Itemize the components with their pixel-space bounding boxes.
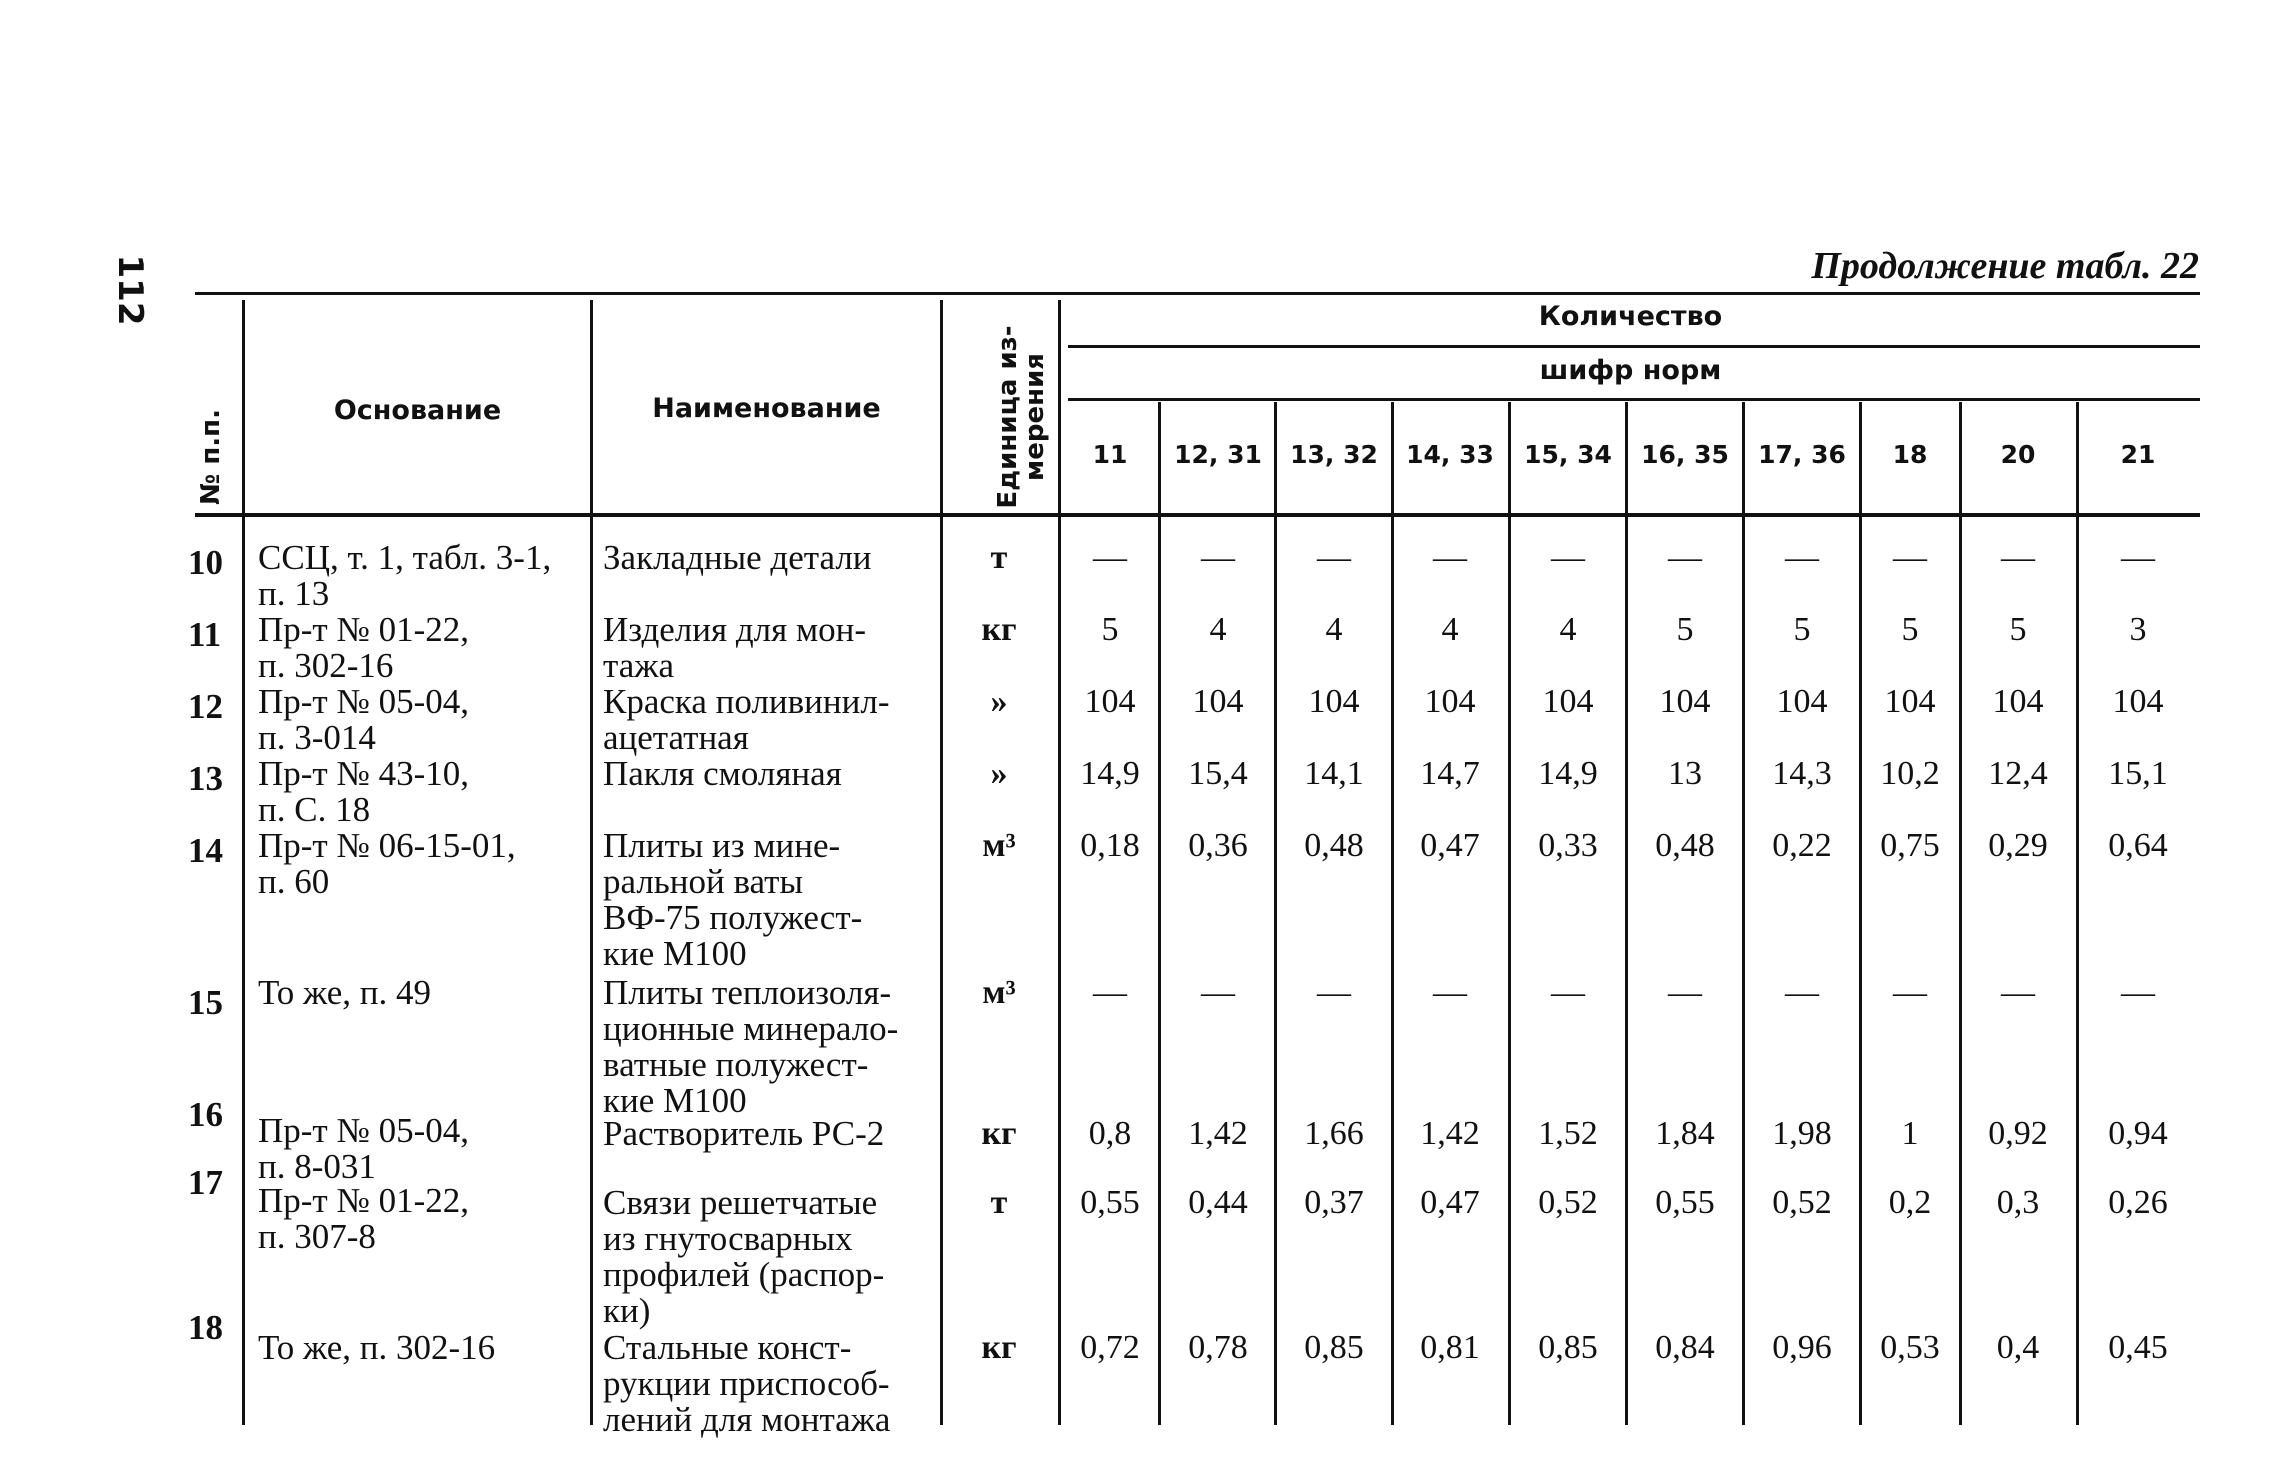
- quantity-value: —: [1201, 539, 1235, 576]
- norm-code-header: 12, 31: [1174, 440, 1262, 469]
- quantity-value: 0,52: [1538, 1184, 1598, 1221]
- name-line: профилей (распор-: [603, 1255, 885, 1294]
- name-line: лений для монтажа: [603, 1400, 891, 1439]
- basis-cell: [258, 1330, 588, 1366]
- basis-cell: [258, 756, 588, 828]
- norm-code-header: 20: [2000, 440, 2036, 469]
- col-divider: [2076, 402, 2079, 1425]
- quantity-value: 0,47: [1420, 827, 1480, 864]
- norm-code-header: 13, 32: [1290, 440, 1378, 469]
- unit-cell: »: [990, 755, 1008, 792]
- basis-cell: [258, 612, 588, 684]
- quantity-value: —: [2001, 974, 2035, 1011]
- name-line: тажа: [603, 646, 674, 685]
- quantity-value: 0,75: [1880, 827, 1940, 864]
- unit-cell: кг: [981, 611, 1017, 648]
- quantity-value: 14,9: [1538, 755, 1598, 792]
- unit-cell: »: [990, 683, 1008, 720]
- name-cell: [603, 756, 933, 792]
- basis-cell: [258, 975, 588, 1011]
- row-number: 18: [188, 1308, 223, 1347]
- header-unit-line2: мерения: [1020, 353, 1051, 482]
- basis-line: Пр-т № 05-04,: [258, 1111, 470, 1150]
- basis-cell: [258, 684, 588, 756]
- row-number: 15: [188, 983, 223, 1022]
- top-rule: [195, 292, 2200, 295]
- basis-line: Пр-т № 01-22,: [258, 610, 470, 649]
- name-cell: [603, 612, 933, 684]
- basis-cell: [258, 540, 588, 612]
- quantity-value: 5: [1101, 611, 1119, 648]
- quantity-value: —: [1785, 539, 1819, 576]
- norm-code-header: 17, 36: [1758, 440, 1846, 469]
- name-cell: [603, 975, 933, 1119]
- quantity-value: 5: [1901, 611, 1919, 648]
- quantity-value: 0,33: [1538, 827, 1598, 864]
- quantity-value: 0,8: [1088, 1115, 1132, 1152]
- name-line: ционные минерало-: [603, 1009, 899, 1048]
- header-bottom-rule: [195, 513, 2200, 517]
- quantity-value: 0,64: [2108, 827, 2168, 864]
- quantity-value: 14,7: [1420, 755, 1480, 792]
- quantity-value: 1,66: [1304, 1115, 1364, 1152]
- quantity-value: 0,85: [1304, 1329, 1364, 1366]
- quantity-value: 104: [1424, 683, 1476, 720]
- quantity-value: 1,98: [1772, 1115, 1832, 1152]
- unit-cell: т: [990, 1184, 1008, 1221]
- quantity-value: 0,96: [1772, 1329, 1832, 1366]
- quantity-value: 0,85: [1538, 1329, 1598, 1366]
- quantity-value: —: [1201, 974, 1235, 1011]
- norm-code-header: 15, 34: [1524, 440, 1612, 469]
- name-line: ацетатная: [603, 718, 749, 757]
- name-line: Краска поливинил-: [603, 682, 890, 721]
- quantity-value: —: [1893, 974, 1927, 1011]
- unit-cell: кг: [981, 1329, 1017, 1366]
- header-basis: Основание: [333, 395, 502, 426]
- quantity-value: 0,72: [1080, 1329, 1140, 1366]
- quantity-value: —: [2121, 974, 2155, 1011]
- name-line: ватные полужест-: [603, 1045, 869, 1084]
- quantity-value: 15,4: [1188, 755, 1248, 792]
- basis-line: То же, п. 49: [258, 973, 431, 1012]
- quantity-value: 0,37: [1304, 1184, 1364, 1221]
- norm-code-header: 16, 35: [1641, 440, 1729, 469]
- header-norm-code: шифр норм: [1539, 355, 1722, 386]
- quantity-value: —: [1893, 539, 1927, 576]
- name-cell: [603, 1185, 933, 1329]
- norm-code-header: 18: [1892, 440, 1928, 469]
- quantity-value: —: [1551, 974, 1585, 1011]
- name-line: кие М100: [603, 934, 747, 973]
- name-line: Стальные конст-: [603, 1328, 852, 1367]
- quantity-value: —: [1093, 539, 1127, 576]
- row-number: 17: [188, 1163, 223, 1202]
- basis-cell: [258, 1113, 588, 1185]
- basis-line: п. 60: [258, 862, 330, 901]
- quantity-value: —: [1433, 974, 1467, 1011]
- header-unit-line1: Единица из-: [993, 325, 1023, 509]
- quantity-value: 0,18: [1080, 827, 1140, 864]
- quantity-value: 104: [1884, 683, 1936, 720]
- quantity-value: 0,53: [1880, 1329, 1940, 1366]
- quantity-value: 104: [1659, 683, 1711, 720]
- header-name: Наименование: [652, 393, 881, 424]
- name-line: Изделия для мон-: [603, 610, 867, 649]
- quantity-value: 0,47: [1420, 1184, 1480, 1221]
- name-cell: [603, 1116, 933, 1152]
- code-rule: [1068, 398, 2200, 401]
- name-cell: [603, 684, 933, 756]
- quantity-value: 14,1: [1304, 755, 1364, 792]
- quantity-rule: [1068, 345, 2200, 348]
- norm-code-header: 14, 33: [1406, 440, 1494, 469]
- name-line: Растворитель РС-2: [603, 1114, 885, 1153]
- header-quantity: Количество: [1538, 301, 1723, 332]
- quantity-value: 4: [1559, 611, 1577, 648]
- unit-cell: м³: [982, 974, 1016, 1011]
- basis-line: Пр-т № 01-22,: [258, 1181, 470, 1220]
- name-line: ВФ-75 полужест-: [603, 898, 863, 937]
- quantity-value: 1,42: [1188, 1115, 1248, 1152]
- quantity-value: 0,94: [2108, 1115, 2168, 1152]
- quantity-value: 0,45: [2108, 1329, 2168, 1366]
- name-line: Плиты теплоизоля-: [603, 973, 892, 1012]
- basis-line: п. 307-8: [258, 1217, 376, 1256]
- quantity-value: 0,81: [1420, 1329, 1480, 1366]
- quantity-value: 104: [1992, 683, 2044, 720]
- quantity-value: —: [2121, 539, 2155, 576]
- continuation-title: Продолжение табл. 22: [1811, 245, 2199, 287]
- unit-cell: м³: [982, 827, 1016, 864]
- quantity-value: 104: [2112, 683, 2164, 720]
- quantity-value: 0,3: [1996, 1184, 2040, 1221]
- quantity-value: 5: [1676, 611, 1694, 648]
- basis-line: Пр-т № 05-04,: [258, 682, 470, 721]
- quantity-value: 1,42: [1420, 1115, 1480, 1152]
- header-row-no: № п.п.: [196, 409, 226, 506]
- quantity-value: 0,84: [1655, 1329, 1715, 1366]
- quantity-value: 0,55: [1080, 1184, 1140, 1221]
- quantity-value: —: [1093, 974, 1127, 1011]
- quantity-value: 0,48: [1304, 827, 1364, 864]
- name-line: ки): [603, 1291, 651, 1330]
- quantity-value: 104: [1192, 683, 1244, 720]
- quantity-value: —: [1785, 974, 1819, 1011]
- quantity-value: 104: [1308, 683, 1360, 720]
- basis-line: ССЦ, т. 1, табл. 3-1,: [258, 538, 552, 577]
- quantity-value: 0,4: [1996, 1329, 2040, 1366]
- quantity-value: 1,52: [1538, 1115, 1598, 1152]
- quantity-value: —: [1551, 539, 1585, 576]
- basis-line: п. 13: [258, 574, 330, 613]
- quantity-value: 3: [2129, 611, 2147, 648]
- quantity-value: 104: [1084, 683, 1136, 720]
- unit-cell: т: [990, 539, 1008, 576]
- quantity-value: 0,36: [1188, 827, 1248, 864]
- quantity-value: 0,92: [1988, 1115, 2048, 1152]
- basis-line: п. 3-014: [258, 718, 376, 757]
- quantity-value: —: [1317, 974, 1351, 1011]
- name-cell: [603, 1330, 933, 1438]
- quantity-value: 5: [1793, 611, 1811, 648]
- quantity-value: 10,2: [1880, 755, 1940, 792]
- basis-line: п. 302-16: [258, 646, 394, 685]
- name-line: из гнутосварных: [603, 1219, 853, 1258]
- quantity-value: 0,29: [1988, 827, 2048, 864]
- quantity-value: 0,55: [1655, 1184, 1715, 1221]
- quantity-value: —: [1317, 539, 1351, 576]
- name-line: Пакля смоляная: [603, 754, 842, 793]
- name-line: ральной ваты: [603, 862, 803, 901]
- norm-code-header: 21: [2120, 440, 2156, 469]
- col-divider: [242, 300, 245, 1425]
- basis-cell: [258, 1183, 588, 1255]
- name-line: рукции приспособ-: [603, 1364, 890, 1403]
- basis-cell: [258, 828, 588, 900]
- page-number: 112: [110, 254, 150, 326]
- row-number: 13: [188, 759, 223, 798]
- name-line: Связи решетчатые: [603, 1183, 878, 1222]
- unit-cell: кг: [981, 1115, 1017, 1152]
- basis-line: Пр-т № 43-10,: [258, 754, 470, 793]
- name-cell: [603, 828, 933, 972]
- quantity-value: 14,9: [1080, 755, 1140, 792]
- basis-line: п. С. 18: [258, 790, 371, 829]
- header-unit: [995, 322, 1059, 512]
- name-cell: [603, 540, 933, 576]
- quantity-value: 0,22: [1772, 827, 1832, 864]
- row-number: 10: [188, 543, 223, 582]
- quantity-value: —: [1668, 974, 1702, 1011]
- quantity-value: 0,44: [1188, 1184, 1248, 1221]
- quantity-value: 0,52: [1772, 1184, 1832, 1221]
- quantity-value: 0,48: [1655, 827, 1715, 864]
- quantity-value: 0,78: [1188, 1329, 1248, 1366]
- row-number: 12: [188, 687, 223, 726]
- col-divider: [590, 300, 593, 1425]
- quantity-value: 5: [2009, 611, 2027, 648]
- quantity-value: 13: [1668, 755, 1702, 792]
- quantity-value: 104: [1776, 683, 1828, 720]
- row-number: 14: [188, 831, 223, 870]
- basis-line: Пр-т № 06-15-01,: [258, 826, 516, 865]
- name-line: Плиты из мине-: [603, 826, 841, 865]
- quantity-value: 104: [1542, 683, 1594, 720]
- quantity-value: 1: [1901, 1115, 1919, 1152]
- quantity-value: 0,2: [1888, 1184, 1932, 1221]
- name-line: Закладные детали: [603, 538, 872, 577]
- quantity-value: 14,3: [1772, 755, 1832, 792]
- quantity-value: 4: [1441, 611, 1459, 648]
- basis-line: То же, п. 302-16: [258, 1328, 496, 1367]
- norm-code-header: 11: [1092, 440, 1128, 469]
- quantity-value: 4: [1325, 611, 1343, 648]
- quantity-value: —: [2001, 539, 2035, 576]
- quantity-value: 12,4: [1988, 755, 2048, 792]
- quantity-value: —: [1433, 539, 1467, 576]
- row-number: 11: [188, 615, 222, 654]
- quantity-value: 4: [1209, 611, 1227, 648]
- basis-line: п. 8-031: [258, 1147, 376, 1186]
- name-line: кие М100: [603, 1081, 747, 1120]
- quantity-value: 1,84: [1655, 1115, 1715, 1152]
- quantity-value: 15,1: [2108, 755, 2168, 792]
- quantity-value: —: [1668, 539, 1702, 576]
- row-number: 16: [188, 1095, 223, 1134]
- quantity-value: 0,26: [2108, 1184, 2168, 1221]
